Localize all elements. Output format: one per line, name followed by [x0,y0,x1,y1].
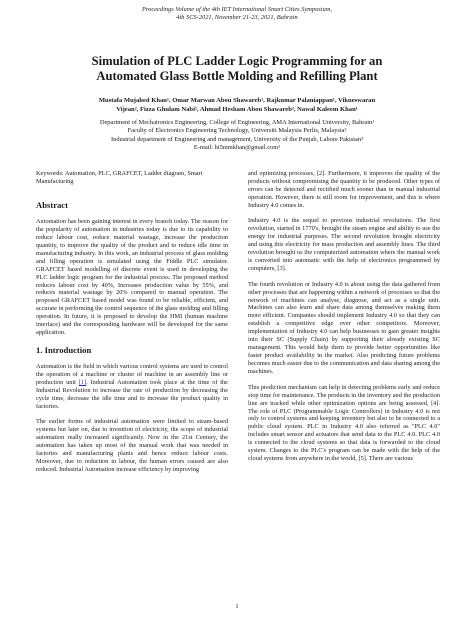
authors-line-2: Vijean², Fizza Ghulam Nabi², Ahmad Hesham Abou Shawareb³, Nawal Kaleem Khan¹ [116,106,358,114]
title-line-2: Automated Glass Bottle Molding and Refilling Plant [96,69,378,83]
introduction-paragraph-2: The earlier forms of industrial automation were limited to steam-based systems but later on, due to invention of electricity, the scope of industrial automation really increased significantly. Now in the 21st Century, the automation has taken up most of the manual work that was needed in factories and manufacturing plants and hence reduce labour costs. Moreover, due to reduction in labour, the human errors caused are also reduced. Industrial Automation increase efficiency by improving [36,418,228,473]
introduction-paragraph-1 [36,363,228,411]
author-email: E-mail: hi5mmkhan@gmail.com¹ [193,143,281,151]
proceedings-line-2: 4th SCS-2021, November 21-23, 2021, Bahrain [176,14,298,21]
title-line-1: Simulation of PLC Ladder Logic Programming for an [91,54,383,68]
right-paragraph-1: and optimizing processes, [2]. Furthermore, it improves the quality of the products without compromising the quantity to be produced. Other types of errors can be detected and rectified much sooner than in manual industrial operation. However, there is still room for improvement, and this is where Industry 4.0 comes in. [248,170,440,209]
right-paragraph-2: Industry 4.0 is the sequel to previous industrial revolutions. The first revolution, started in 1770's, brought the steam engine and ability to use the energy for industrial purposes. The second revolution brought electricity and using this electricity for mass production and assembly lines. The third revolution brought us the computerized automation where the manual work is converted into automatic with the help of electronics programmed by computers, [3]. [248,217,440,273]
right-column [248,170,440,471]
abstract-text: Automation has been gaining interest in every branch today. The reason for the popularity of automation in industries today is due to its capability to reduce labour cost, reduce material wastage, increase the production quantity, to improve the quality of the product and to reduce idle time in manufacturing industry. In this work, an industrial process of glass molding and filling operation is simulated using the Fiddle PLC simulator. GRAFCET based modelling of discrete event is used in developing the PLC ladder logic program for the industrial process. The proposed method reduces labour cost by 40%, Increases production value by 55%, and reduces material wastage by 20% compared to manual operation. The proposed GRAFCET based model was found to be reliable, efficient, and accurate in performing the control sequence of the glass molding and filling operation. In future, it is proposed to develop the HMI (human machine interface) and the corresponding hardware will be developed for the same application. [36,217,228,337]
left-column [36,170,228,481]
affiliation-1: Department of Mechatronics Engineering, College of Engineering, AMA International University, Bahrain¹ [99,119,375,126]
proceedings-header [0,6,474,22]
author-list [20,96,454,114]
right-paragraph-4: This prediction mechanism can help in detecting problems early and reduce stop time for maintenance. The products in the inventory and the production line are tracked while other optimization options are being assessed, [4]. The role of PLC (Programmable Logic Controllers) in Industry 4.0 is not only to control systems and keeping inventory but also to be connected to a public cloud system. PLC in Industry 4.0 also referred as "PLC 4.0" includes smart sensor and actuators that send data to the PLC 4.0. PLC 4.0 is connected to the cloud systems so that data is forwarded to the cloud system. Changes to the PLC's program can be made with the help of the cloud systems from anywhere in the world, [5]. There are various [248,383,440,463]
page-number: 1 [235,603,239,610]
right-paragraph-3: The fourth revolution or Industry 4.0 is about using the data gathered from other processes that are happening within a network of processes so that the network of machines can analyse, diagnose, and act as a single unit. Machines can also learn and share data among themselves making them more efficient. Companies should implement Industry 4.0 so that they can establish a competitive edge over other competitors. Moreover, implementation of Industry 4.0 can help businesses to gain greater insights into their SC (Supply Chain) by supporting their already existing SC management. This would help them to provide better opportunities like faster product availability in the market. Also predicting future problems becomes much easier due to the communication and data sharing among the machines. [248,280,440,376]
intro-p1-text-end: . Industrial Automation took place at the time of the Industrial Revolution to increase the rate of production by decreasing the cycle time, decrease the idle time and to increase the product quality in factories. [36,378,228,410]
paper-title [20,54,454,84]
keywords: Keywords: Automation, PLC, GRAFCET, Ladder diagram, Smart Manufacturing [36,170,203,185]
intro-p1-text-start: Automation is the field in which various control systems are used to control the operation of a machine or cluster of machine in an assembly line or production unit [36,362,228,386]
proceedings-line-1: Proceedings Volume of the 4th IET International Smart Cities Symposium, [142,6,332,13]
abstract-heading: Abstract [36,199,68,210]
affiliation-2: Faculty of Electronics Engineering Technology, Universiti Malaysia Perlis, Malaysia² [127,127,347,135]
authors-line-1: Mustafa Mujahed Khan¹, Omar Marwan Abou Shawareb¹, Rajkumar Palaniappan¹, Vikneswaran [98,97,376,104]
citation-link-1[interactable]: [1] [78,378,87,386]
affiliation-3: Industrial department of Engineering and management, University of the Punjab, Lahore Pakistan³ [111,135,363,143]
affiliations [20,119,454,152]
introduction-heading: 1. Introduction [36,344,92,355]
